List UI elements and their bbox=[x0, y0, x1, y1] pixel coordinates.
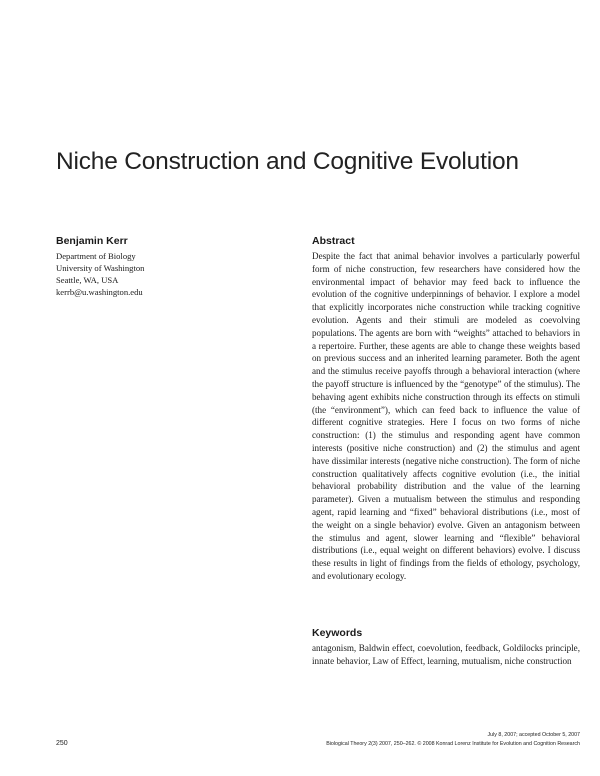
author-university: University of Washington bbox=[56, 263, 145, 273]
abstract-heading: Abstract bbox=[312, 235, 355, 247]
footer-citation-block bbox=[326, 731, 580, 748]
author-location: Seattle, WA, USA bbox=[56, 275, 119, 285]
author-name: Benjamin Kerr bbox=[56, 235, 128, 247]
keywords-text: antagonism, Baldwin effect, coevolution, feedback, Goldilocks principle, innate behavior, Law of Effect, learning, mutualism, niche construction bbox=[312, 643, 580, 666]
author-department: Department of Biology bbox=[56, 251, 136, 261]
page-number: 250 bbox=[56, 740, 68, 747]
footer-citation: Biological Theory 2(3) 2007, 250–262. © 2008 Konrad Lorenz Institute for Evolution and Cognition Research bbox=[326, 740, 580, 747]
keywords-section bbox=[312, 627, 580, 668]
paper-title: Niche Construction and Cognitive Evolution bbox=[56, 148, 519, 176]
author-block bbox=[56, 235, 256, 298]
abstract-text: Despite the fact that animal behavior involves a particularly powerful form of niche construction, few researchers have considered how the environmental impact of behavior may feed back to influence the evolution of the cognitive underpinnings of behavior. I explore a model that explicitly incorporates niche construction while tracking cognitive evolution. Agents and their stimuli are modeled as coevolving populations. The agents are born with “weights” attached to behaviors in a repertoire. Further, these agents are able to change these weights based on previous success and an inherited learning parameter. Both the agent and the stimulus receive payoffs through a behavioral interaction (where the payoff structure is influenced by the “genotype” of the stimulus). The behaving agent exhibits niche construction through its effects on stimuli (the “environment”), which can feed back to influence the value of different cognitive strategies. Here I focus on two forms of niche construction: (1) the stimulus and responding agent have common interests (positive niche construction) and (2) the stimulus and agent have dissimilar interests (negative niche construction). The form of niche construction qualitatively affects cognitive evolution (i.e., the initial behavioral probability distribution and the value of the learning parameter). Given a mutualism between the stimulus and responding agent, rapid learning and “fixed” behavioral distributions (i.e., most of the weight on a single behavior) evolve. Given an antagonism between the stimulus and agent, slower learning and “flexible” behavioral distributions (i.e., equal weight on different behaviors) evolve. I discuss these results in light of findings from the fields of ethology, psychology, and evolutionary ecology. bbox=[312, 251, 580, 581]
keywords-heading: Keywords bbox=[312, 627, 363, 639]
footer-dates: July 8, 2007; accepted October 5, 2007 bbox=[487, 732, 580, 738]
abstract-section bbox=[312, 235, 580, 583]
author-email: kerrb@u.washington.edu bbox=[56, 287, 143, 297]
